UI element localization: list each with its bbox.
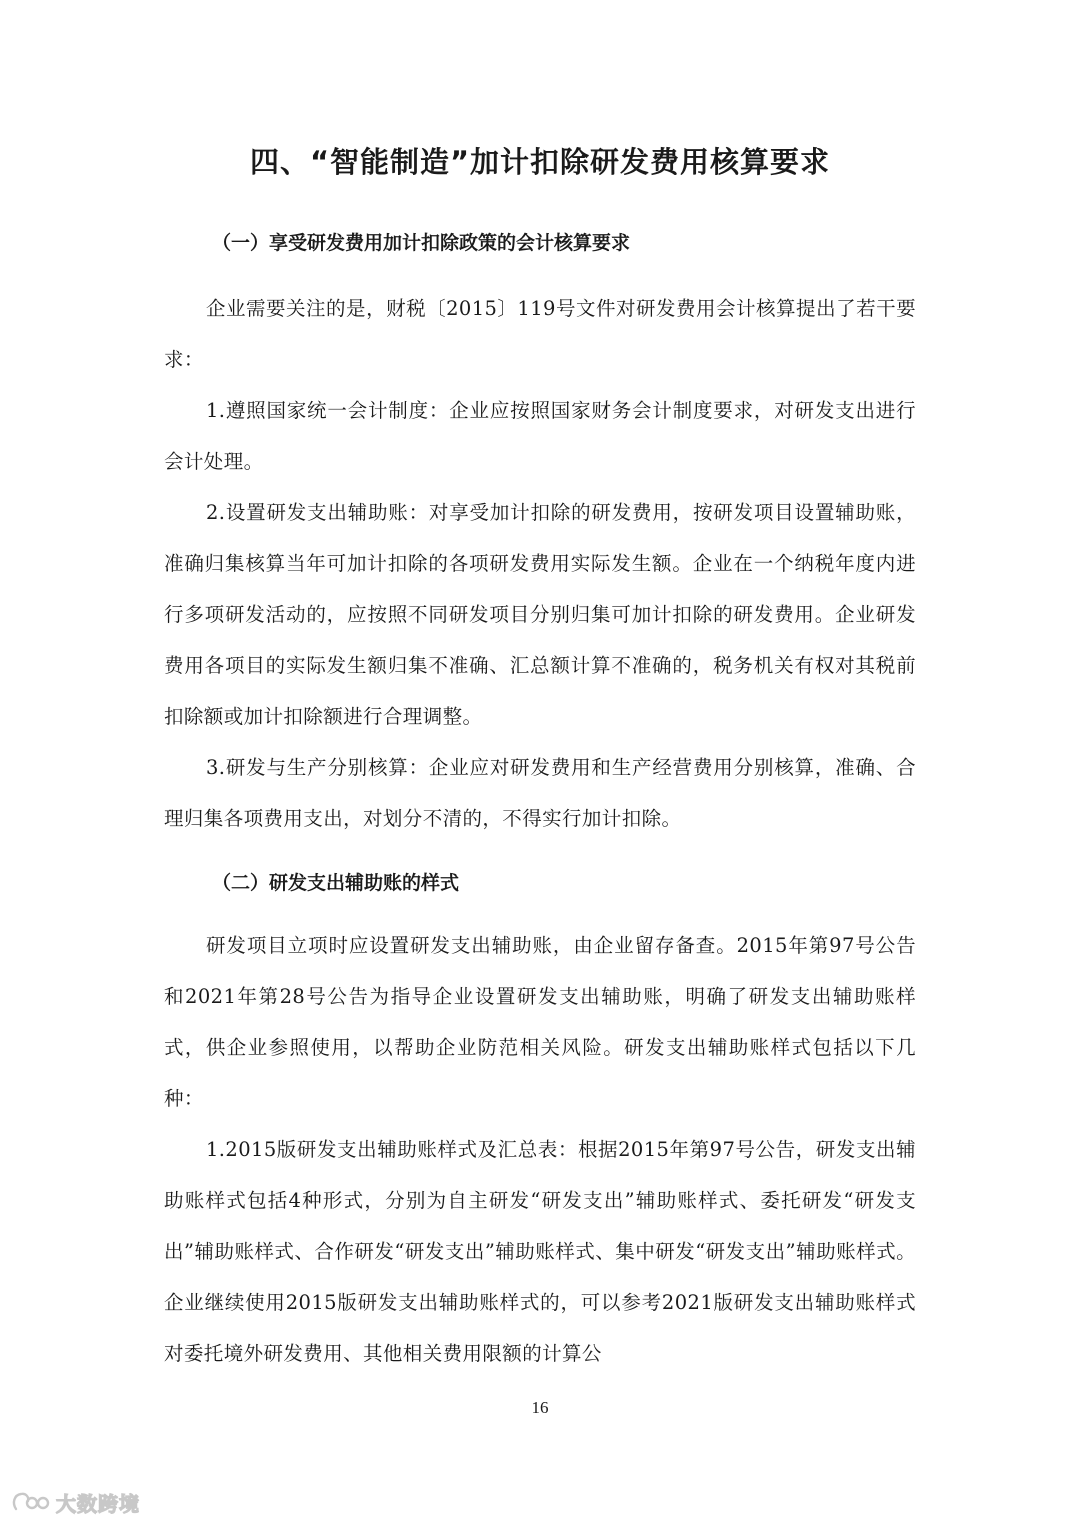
watermark [10, 1486, 140, 1518]
page-number: 16 [531, 1398, 549, 1417]
paragraph: 2.设置研发支出辅助账：对享受加计扣除的研发费用，按研发项目设置辅助账，准确归集核算当年可加计扣除的各项研发费用实际发生额。企业在一个纳税年度内进行多项研发活动的，应按照不同研发项目分别归集可加计扣除的研发费用。企业研发费用各项目的实际发生额归集不准确、汇总额计算不准确的，税务机关有权对其税前扣除额或加计扣除额进行合理调整。 [164, 501, 916, 728]
paragraph: 1.2015版研发支出辅助账样式及汇总表：根据2015年第97号公告，研发支出辅助账样式包括4种形式，分别为自主研发“研发支出”辅助账样式、委托研发“研发支出”辅助账样式、合作研发“研发支出”辅助账样式、集中研发“研发支出”辅助账样式。企业继续使用2015版研发支出辅助账样式的，可以参考2021版研发支出辅助账样式对委托境外研发费用、其他相关费用限额的计算公 [164, 1138, 916, 1365]
page-title: 四、“智能制造”加计扣除研发费用核算要求 [249, 145, 831, 179]
paragraph: 1.遵照国家统一会计制度：企业应按照国家财务会计制度要求，对研发支出进行会计处理。 [164, 399, 916, 473]
watermark-text: 大数跨境 [56, 1491, 140, 1516]
paragraph: 企业需要关注的是，财税〔2015〕119号文件对研发费用会计核算提出了若干要求： [164, 297, 916, 371]
section-heading-2: （二）研发支出辅助账的样式 [212, 872, 460, 894]
paragraph: 研发项目立项时应设置研发支出辅助账，由企业留存备查。2015年第97号公告和2021年第28号公告为指导企业设置研发支出辅助账，明确了研发支出辅助账样式，供企业参照使用，以帮助企业防范相关风险。研发支出辅助账样式包括以下几种： [164, 934, 916, 1110]
brand-logo-icon [10, 1489, 50, 1515]
section-heading-1: （一）享受研发费用加计扣除政策的会计核算要求 [212, 232, 631, 254]
paragraph: 3.研发与生产分别核算：企业应对研发费用和生产经营费用分别核算，准确、合理归集各项费用支出，对划分不清的，不得实行加计扣除。 [164, 756, 916, 830]
